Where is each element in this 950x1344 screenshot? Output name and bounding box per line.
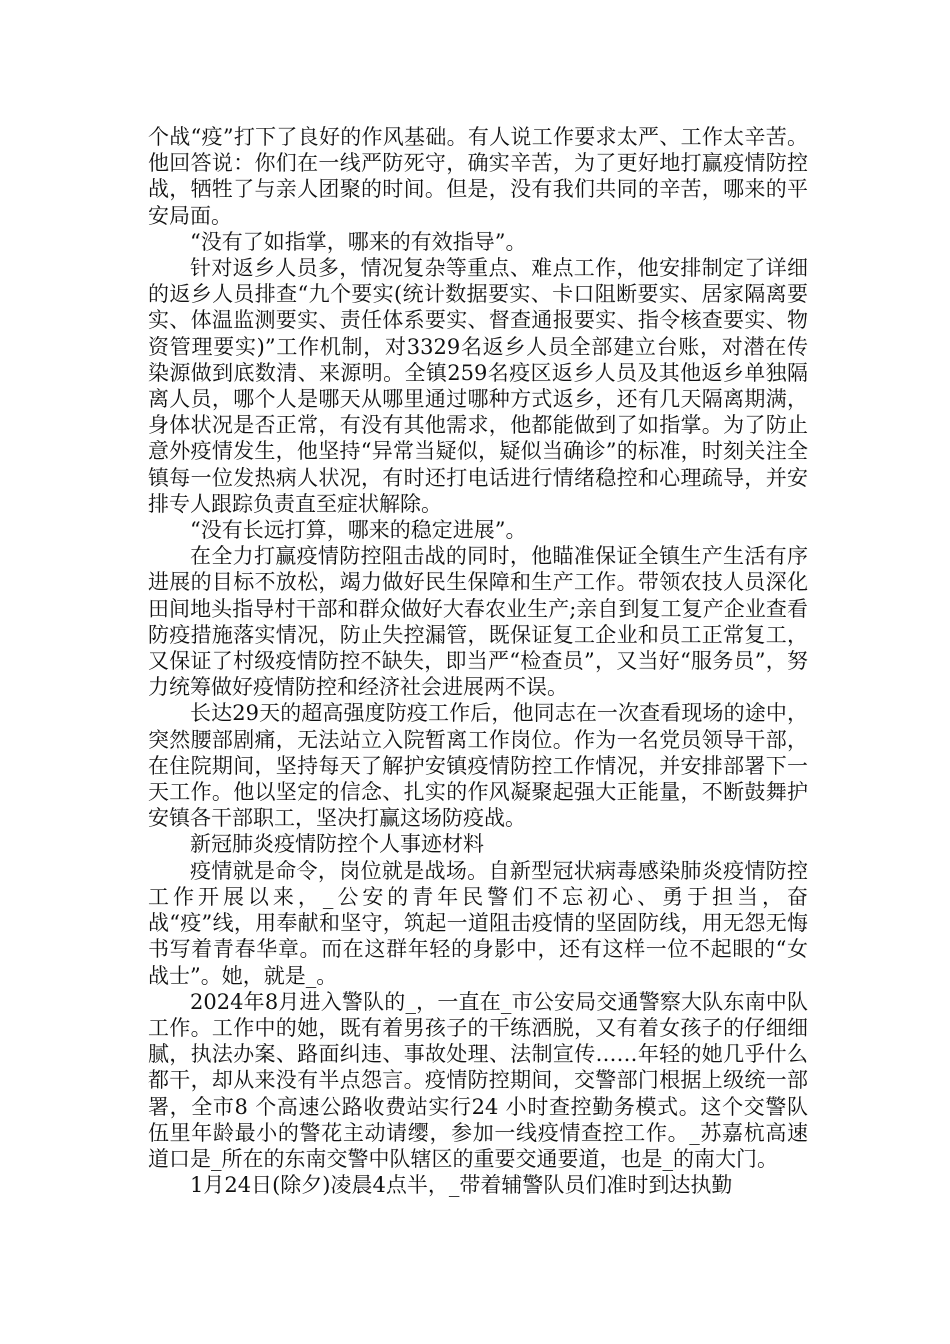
section-title: 新冠肺炎疫情防控个人事迹材料 [190,832,484,857]
paragraph-intro: 疫情就是命令，岗位就是战场。自新型冠状病毒感染肺炎疫情防控工作开展以来，_公安的青年民警们不忘初心、勇于担当，奋战“疫”线，用奉献和坚守，筑起一道阻击疫情的坚固防线，用无怨无悔书写着青春华章。而在这群年轻的身影中，还有这样一位不起眼的“女战士”。她，就是_。 [148,858,808,988]
paragraph-subheading-guidance: “没有了如指掌，哪来的有效指导”。 [190,229,527,254]
paragraph-returnee-screening: 针对返乡人员多，情况复杂等重点、难点工作，他安排制定了详细的返乡人员排查“九个要实(统计数据要实、卡口阻断要实、居家隔离要实、体温监测要实、责任体系要实、督查通报要实、指令核查要实、物资管理要实)”工作机制，对3329名返乡人员全部建立台账，对潜在传染源做到底数清、来源明。全镇259名疫区返乡人员及其他返乡单独隔离人员，哪个人是哪天从哪里通过哪种方式返乡，还有几天隔离期满，身体状况是否正常，有没有其他需求，他都能做到了如指掌。为了防止意外疫情发生，他坚持“异常当疑似，疑似当确诊”的标准，时刻关注全镇每一位发热病人状况，有时还打电话进行情绪稳控和心理疏导，并安排专人跟踪负责直至症状解除。 [148,256,808,516]
document-body [148,124,808,1198]
paragraph-hospitalized: 长达29天的超高强度防疫工作后，他同志在一次查看现场的途中，突然腰部剧痛，无法站立入院暂离工作岗位。作为一名党员领导干部，在住院期间，坚持每天了解护安镇疫情防控工作情况，并安排部署下一天工作。他以坚定的信念、扎实的作风凝聚起强大正能量，不断鼓舞护安镇各干部职工，坚决打赢这场防疫战。 [148,701,808,831]
paragraph-new-year-eve: 1月24日(除夕)凌晨4点半，_带着辅警队员们准时到达执勤 [190,1173,733,1198]
paragraph-background: 2024年8月进入警队的_，一直在_市公安局交通警察大队东南中队工作。工作中的她，既有着男孩子的干练洒脱，又有着女孩子的仔细细腻，执法办案、路面纠违、事故处理、法制宣传……年轻的她几乎什么都干，却从来没有半点怨言。疫情防控期间，交警部门根据上级统一部署，全市8 个高速公路收费站实行24 小时查控勤务模式。这个交警队伍里年龄最小的警花主动请缨，参加一线疫情查控工作。_苏嘉杭高速道口是_所在的东南交警中队辖区的重要交通要道，也是_的南大门。 [148,989,808,1171]
paragraph-subheading-planning: “没有长远打算，哪来的稳定进展”。 [190,518,527,543]
paragraph-continuation: 个战“疫”打下了良好的作风基础。有人说工作要求太严、工作太辛苦。他回答说：你们在一线严防死守，确实辛苦，为了更好地打赢疫情防控战，牺牲了与亲人团聚的时间。但是，没有我们共同的辛苦，哪来的平安局面。 [148,125,808,228]
paragraph-production-work: 在全力打赢疫情防控阻击战的同时，他瞄准保证全镇生产生活有序进展的目标不放松，竭力做好民生保障和生产工作。带领农技人员深化田间地头指导村干部和群众做好大春农业生产;亲自到复工复产企业查看防疫措施落实情况，防止失控漏管，既保证复工企业和员工正常复工，又保证了村级疫情防控不缺失，即当严“检查员”，又当好“服务员”，努力统筹做好疫情防控和经济社会进展两不误。 [148,544,808,700]
